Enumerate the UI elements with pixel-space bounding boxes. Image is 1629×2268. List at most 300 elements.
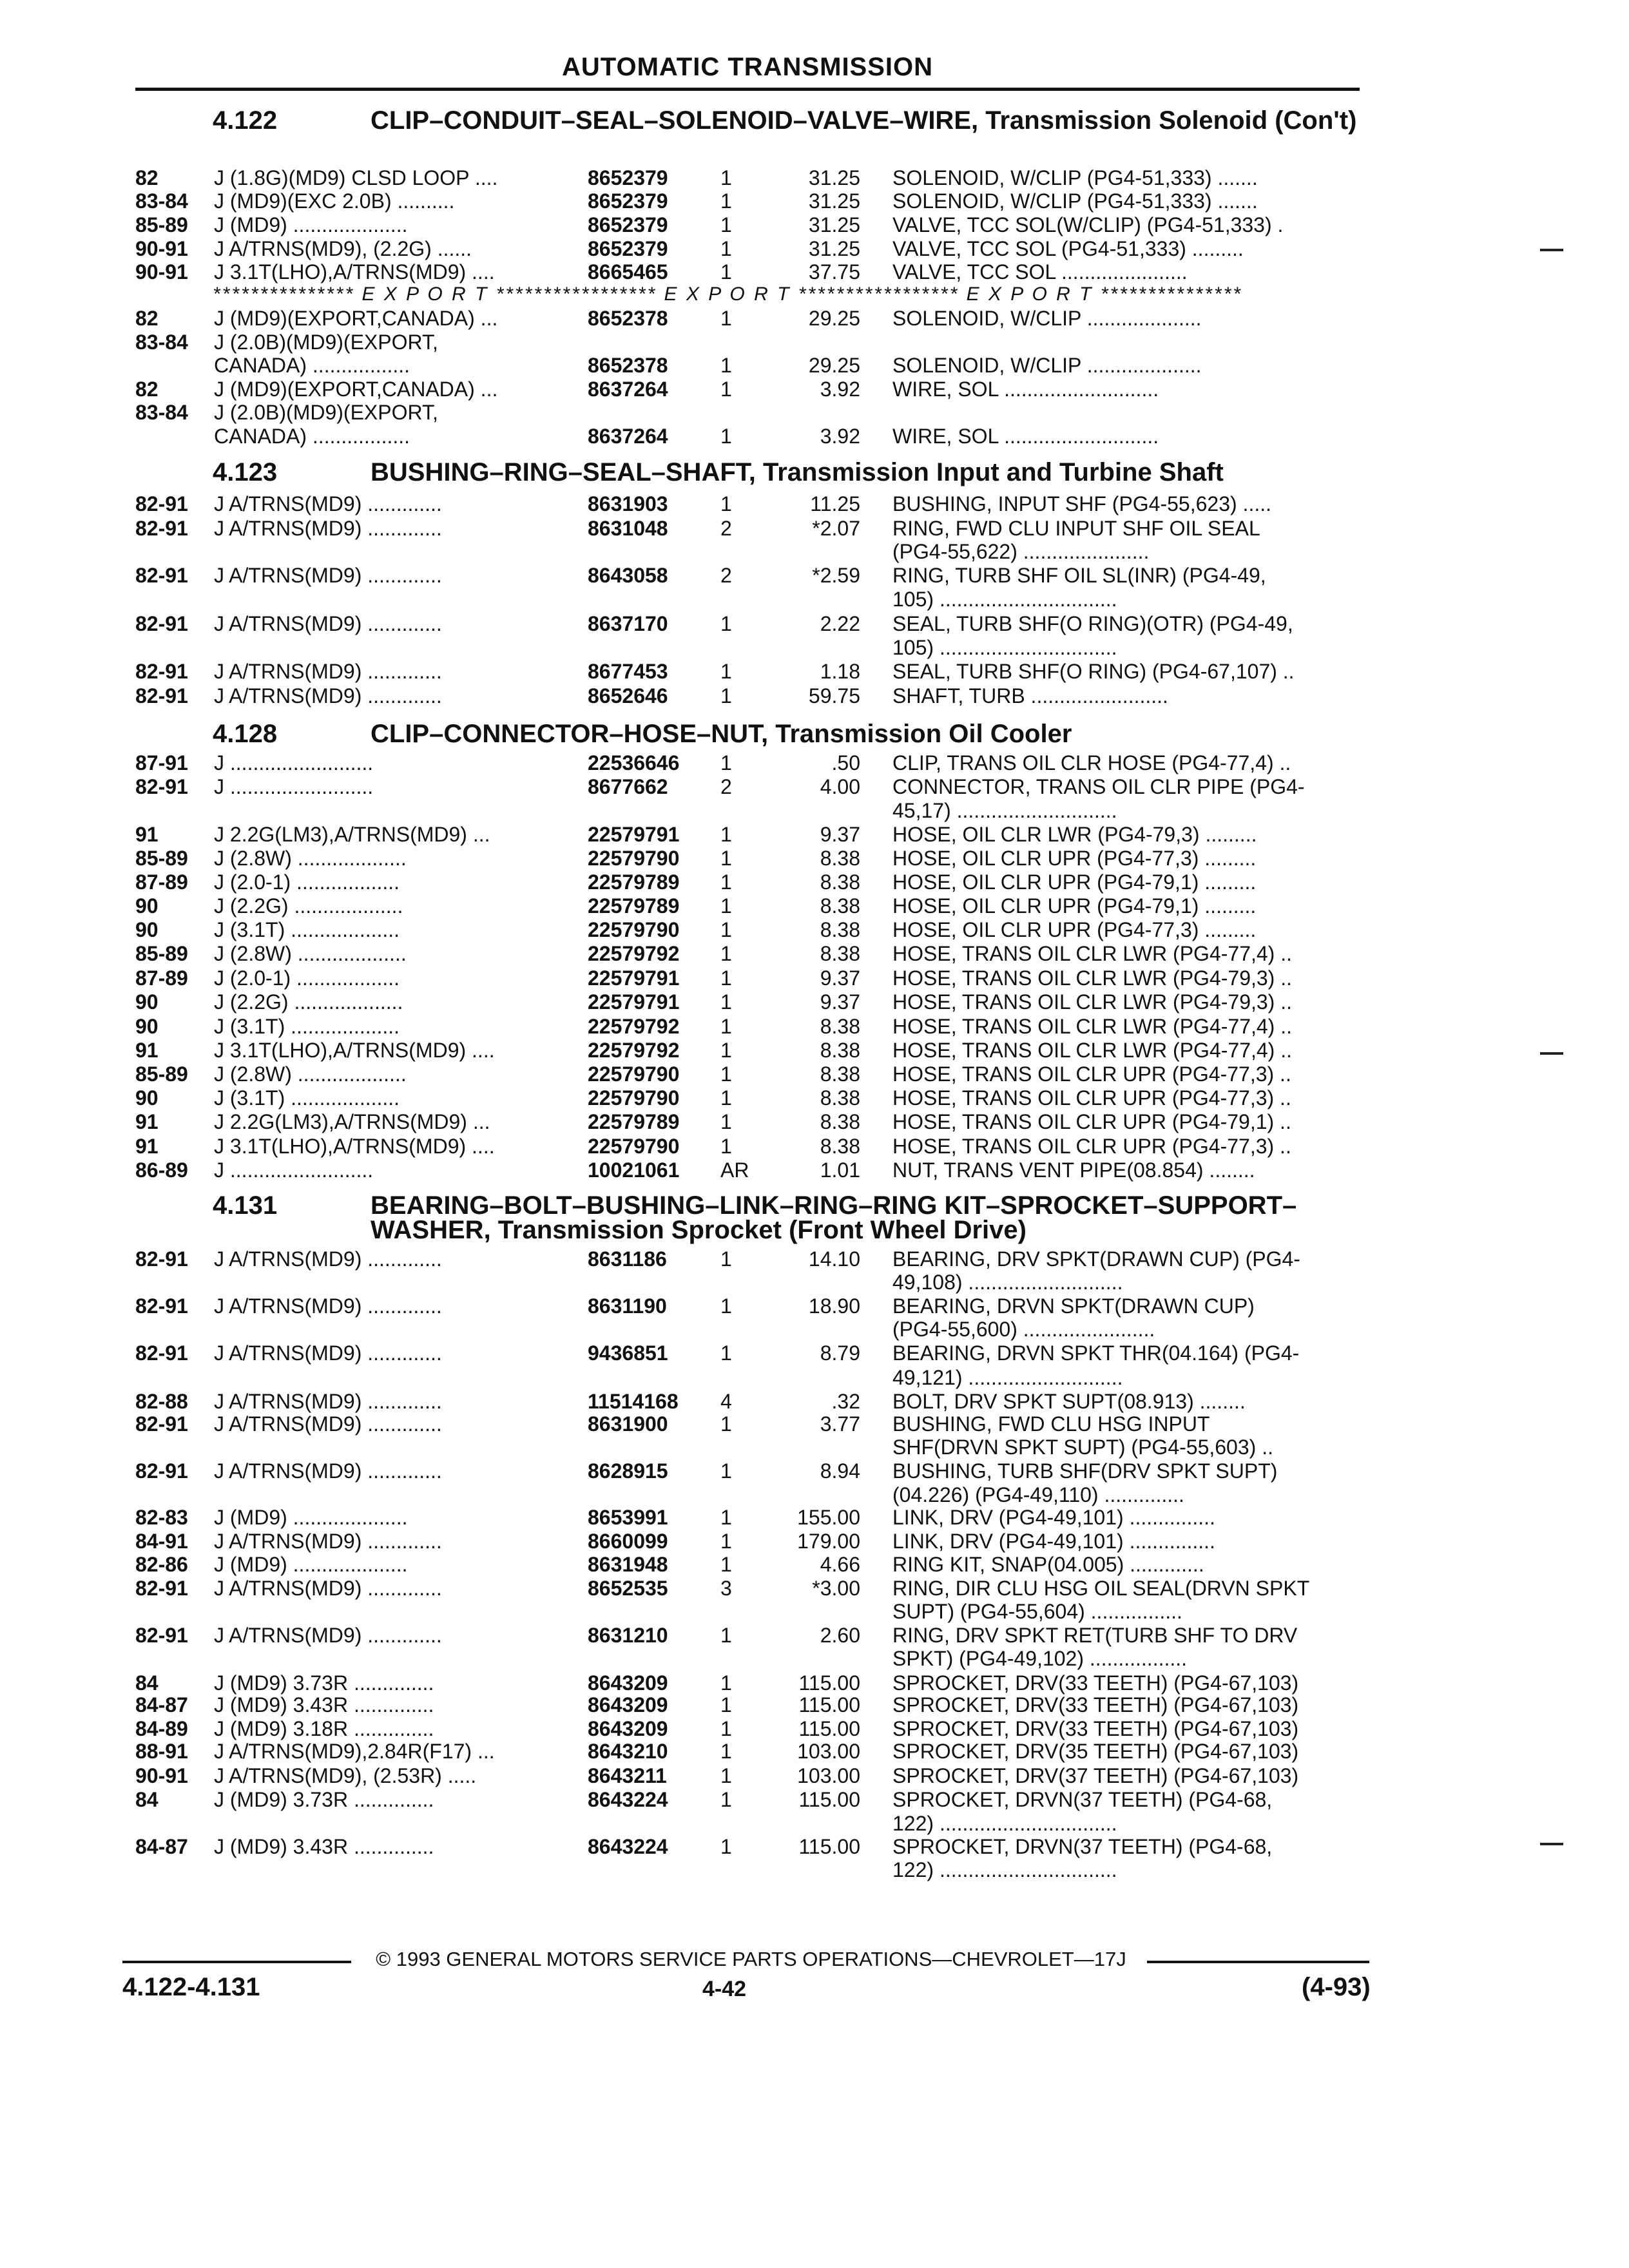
part-number-cell: 8631186 bbox=[588, 1247, 667, 1271]
part-number-cell: 10021061 bbox=[588, 1158, 680, 1182]
part-number-cell: 8660099 bbox=[588, 1530, 668, 1553]
price-cell: 14.10 bbox=[808, 1247, 860, 1271]
application-cell: J (3.1T) ................... bbox=[214, 1086, 400, 1110]
application-cell: J (2.8W) ................... bbox=[214, 847, 407, 870]
description-cell: HOSE, OIL CLR UPR (PG4-77,3) ......... bbox=[892, 918, 1257, 941]
application-cell: J 2.2G(LM3),A/TRNS(MD9) ... bbox=[214, 1110, 490, 1133]
price-cell: 8.38 bbox=[820, 1062, 860, 1086]
quantity-cell: 1 bbox=[720, 660, 732, 683]
description-cell: HOSE, TRANS OIL CLR LWR (PG4-79,3) .. bbox=[892, 990, 1292, 1014]
quantity-cell: 1 bbox=[720, 1110, 732, 1133]
table-row bbox=[0, 1600, 1629, 1624]
application-cell: J A/TRNS(MD9) ............. bbox=[214, 660, 442, 683]
quantity-cell: 1 bbox=[720, 189, 732, 213]
year-cell: 82-91 bbox=[135, 1341, 188, 1365]
application-cell: J A/TRNS(MD9) ............. bbox=[214, 1459, 442, 1483]
table-row bbox=[0, 1341, 1629, 1366]
description-cell: (PG4-55,600) ....................... bbox=[892, 1318, 1155, 1341]
year-cell: 90 bbox=[135, 990, 159, 1014]
part-number-cell: 8652646 bbox=[588, 684, 668, 707]
table-row bbox=[0, 1135, 1629, 1159]
description-cell: 49,108) ........................... bbox=[892, 1271, 1123, 1294]
table-row bbox=[0, 847, 1629, 871]
table-row bbox=[0, 1693, 1629, 1718]
year-cell: 87-89 bbox=[135, 870, 188, 894]
year-cell: 84-89 bbox=[135, 1717, 188, 1740]
application-cell: J 2.2G(LM3),A/TRNS(MD9) ... bbox=[214, 823, 490, 846]
part-number-cell: 8652379 bbox=[588, 213, 668, 236]
price-cell: 8.38 bbox=[820, 1135, 860, 1158]
part-number-cell: 22579789 bbox=[588, 870, 680, 894]
table-row bbox=[0, 1110, 1629, 1135]
part-number-cell: 8643224 bbox=[588, 1788, 668, 1811]
description-cell: HOSE, TRANS OIL CLR LWR (PG4-77,4) .. bbox=[892, 1015, 1292, 1038]
description-cell: CONNECTOR, TRANS OIL CLR PIPE (PG4- bbox=[892, 775, 1305, 798]
margin-mark bbox=[1540, 1843, 1563, 1845]
quantity-cell: 2 bbox=[720, 775, 732, 798]
year-cell: 82-91 bbox=[135, 1459, 188, 1483]
application-cell: J (MD9) .................... bbox=[214, 213, 408, 236]
price-cell: 115.00 bbox=[798, 1835, 860, 1858]
application-cell: J (MD9) .................... bbox=[214, 1506, 408, 1529]
application-cell: J (MD9) 3.18R .............. bbox=[214, 1717, 434, 1740]
table-row bbox=[0, 378, 1629, 402]
application-cell: J (2.8W) ................... bbox=[214, 942, 407, 965]
description-cell: SPROCKET, DRV(33 TEETH) (PG4-67,103) bbox=[892, 1717, 1299, 1740]
price-cell: 8.38 bbox=[820, 942, 860, 965]
table-row bbox=[0, 1764, 1629, 1789]
quantity-cell: 1 bbox=[720, 1717, 732, 1740]
table-row bbox=[0, 1483, 1629, 1508]
year-cell: 91 bbox=[135, 1135, 159, 1158]
year-cell: 82-91 bbox=[135, 1294, 188, 1318]
application-cell: CANADA) ................. bbox=[214, 354, 410, 377]
description-cell: HOSE, OIL CLR LWR (PG4-79,3) ......... bbox=[892, 823, 1257, 846]
description-cell: 105) ............................... bbox=[892, 588, 1117, 611]
description-cell: BEARING, DRVN SPKT THR(04.164) (PG4- bbox=[892, 1341, 1300, 1365]
table-row bbox=[0, 1366, 1629, 1390]
price-cell: 8.38 bbox=[820, 1015, 860, 1038]
application-cell: J (3.1T) ................... bbox=[214, 1015, 400, 1038]
part-number-cell: 22579789 bbox=[588, 894, 680, 918]
year-cell: 82 bbox=[135, 378, 159, 401]
application-cell: J A/TRNS(MD9) ............. bbox=[214, 1577, 442, 1600]
application-cell: J (MD9)(EXC 2.0B) .......... bbox=[214, 189, 455, 213]
year-cell: 82-86 bbox=[135, 1553, 188, 1576]
application-cell: CANADA) ................. bbox=[214, 425, 410, 448]
price-cell: 3.77 bbox=[820, 1412, 860, 1436]
year-cell: 88-91 bbox=[135, 1740, 188, 1763]
description-cell: RING, DRV SPKT RET(TURB SHF TO DRV bbox=[892, 1624, 1298, 1647]
year-cell: 82-91 bbox=[135, 612, 188, 635]
description-cell: SOLENOID, W/CLIP (PG4-51,333) ....... bbox=[892, 189, 1258, 213]
quantity-cell: 1 bbox=[720, 918, 732, 941]
year-cell: 82-91 bbox=[135, 660, 188, 683]
price-cell: 115.00 bbox=[798, 1693, 860, 1716]
price-cell: 4.66 bbox=[820, 1553, 860, 1576]
description-cell: SUPT) (PG4-55,604) ................ bbox=[892, 1600, 1182, 1623]
price-cell: 8.38 bbox=[820, 918, 860, 941]
footer-date: (4-93) bbox=[1302, 1973, 1371, 2001]
application-cell: J A/TRNS(MD9) ............. bbox=[214, 1624, 442, 1647]
part-number-cell: 8652378 bbox=[588, 354, 668, 377]
year-cell: 83-84 bbox=[135, 189, 188, 213]
description-cell: (PG4-55,622) ...................... bbox=[892, 540, 1150, 563]
year-cell: 84-87 bbox=[135, 1693, 188, 1716]
price-cell: 115.00 bbox=[798, 1671, 860, 1695]
price-cell: 31.25 bbox=[808, 189, 860, 213]
year-cell: 90-91 bbox=[135, 1764, 188, 1787]
part-number-cell: 22579792 bbox=[588, 942, 680, 965]
part-number-cell: 8628915 bbox=[588, 1459, 668, 1483]
quantity-cell: 2 bbox=[720, 564, 732, 587]
description-cell: RING KIT, SNAP(04.005) ............. bbox=[892, 1553, 1204, 1576]
header-rule bbox=[135, 88, 1360, 91]
application-cell: J 3.1T(LHO),A/TRNS(MD9) .... bbox=[214, 1039, 495, 1062]
part-number-cell: 22579790 bbox=[588, 1135, 680, 1158]
quantity-cell: 1 bbox=[720, 870, 732, 894]
part-number-cell: 11514168 bbox=[588, 1390, 679, 1413]
price-cell: 18.90 bbox=[808, 1294, 860, 1318]
description-cell: BOLT, DRV SPKT SUPT(08.913) ........ bbox=[892, 1390, 1246, 1413]
quantity-cell: 1 bbox=[720, 260, 732, 284]
part-number-cell: 8677453 bbox=[588, 660, 668, 683]
year-cell: 82-91 bbox=[135, 492, 188, 515]
part-number-cell: 8631048 bbox=[588, 517, 668, 540]
year-cell: 90-91 bbox=[135, 237, 188, 260]
table-row bbox=[0, 1039, 1629, 1063]
table-row bbox=[0, 1835, 1629, 1860]
description-cell: SHF(DRVN SPKT SUPT) (PG4-55,603) .. bbox=[892, 1436, 1273, 1459]
application-cell: J (2.2G) ................... bbox=[214, 990, 403, 1014]
description-cell: BEARING, DRVN SPKT(DRAWN CUP) bbox=[892, 1294, 1255, 1318]
section-number: 4.128 bbox=[213, 720, 278, 748]
part-number-cell: 8631190 bbox=[588, 1294, 667, 1318]
year-cell: 82-83 bbox=[135, 1506, 188, 1529]
price-cell: 9.37 bbox=[820, 990, 860, 1014]
price-cell: 8.94 bbox=[820, 1459, 860, 1483]
table-row bbox=[0, 1647, 1629, 1671]
year-cell: 82-91 bbox=[135, 684, 188, 707]
application-cell: J (2.0B)(MD9)(EXPORT, bbox=[214, 401, 438, 424]
export-divider: *************** E X P O R T ***************** E X P O R T ***************** E X P O R T *************** bbox=[213, 284, 1242, 305]
table-row bbox=[0, 492, 1629, 517]
table-row bbox=[0, 425, 1629, 449]
description-cell: HOSE, TRANS OIL CLR LWR (PG4-77,4) .. bbox=[892, 942, 1292, 965]
description-cell: 49,121) ........................... bbox=[892, 1366, 1123, 1389]
description-cell: HOSE, TRANS OIL CLR UPR (PG4-77,3) .. bbox=[892, 1062, 1291, 1086]
price-cell: 2.22 bbox=[820, 612, 860, 635]
table-row bbox=[0, 540, 1629, 564]
year-cell: 91 bbox=[135, 823, 159, 846]
table-row bbox=[0, 1158, 1629, 1183]
application-cell: J A/TRNS(MD9) ............. bbox=[214, 1390, 442, 1413]
application-cell: J (MD9)(EXPORT,CANADA) ... bbox=[214, 378, 498, 401]
price-cell: 8.38 bbox=[820, 894, 860, 918]
quantity-cell: 1 bbox=[720, 1412, 732, 1436]
margin-mark bbox=[1540, 1052, 1563, 1055]
year-cell: 84-87 bbox=[135, 1835, 188, 1858]
description-cell: HOSE, TRANS OIL CLR UPR (PG4-77,3) .. bbox=[892, 1086, 1291, 1110]
quantity-cell: 1 bbox=[720, 823, 732, 846]
description-cell: SEAL, TURB SHF(O RING) (PG4-67,107) .. bbox=[892, 660, 1295, 683]
year-cell: 84 bbox=[135, 1788, 159, 1811]
table-row bbox=[0, 1624, 1629, 1648]
year-cell: 84 bbox=[135, 1671, 159, 1695]
price-cell: 31.25 bbox=[808, 166, 860, 189]
table-row bbox=[0, 307, 1629, 331]
price-cell: 3.92 bbox=[820, 425, 860, 448]
price-cell: 8.38 bbox=[820, 847, 860, 870]
part-number-cell: 8652378 bbox=[588, 307, 668, 330]
year-cell: 85-89 bbox=[135, 847, 188, 870]
application-cell: J A/TRNS(MD9), (2.53R) ..... bbox=[214, 1764, 477, 1787]
table-row bbox=[0, 799, 1629, 823]
description-cell: SHAFT, TURB ........................ bbox=[892, 684, 1168, 707]
quantity-cell: 1 bbox=[720, 847, 732, 870]
part-number-cell: 8677662 bbox=[588, 775, 668, 798]
year-cell: 90-91 bbox=[135, 260, 188, 284]
application-cell: J (3.1T) ................... bbox=[214, 918, 400, 941]
year-cell: 90 bbox=[135, 894, 159, 918]
section-number: 4.122 bbox=[213, 106, 278, 135]
quantity-cell: AR bbox=[720, 1158, 749, 1182]
quantity-cell: 1 bbox=[720, 1062, 732, 1086]
description-cell: BEARING, DRV SPKT(DRAWN CUP) (PG4- bbox=[892, 1247, 1300, 1271]
description-cell: RING, DIR CLU HSG OIL SEAL(DRVN SPKT bbox=[892, 1577, 1310, 1600]
application-cell: J ......................... bbox=[214, 751, 374, 774]
price-cell: 37.75 bbox=[808, 260, 860, 284]
year-cell: 90 bbox=[135, 1015, 159, 1038]
table-row bbox=[0, 1318, 1629, 1342]
footer-rule bbox=[122, 1961, 351, 1963]
quantity-cell: 1 bbox=[720, 237, 732, 260]
quantity-cell: 1 bbox=[720, 1693, 732, 1716]
description-cell: LINK, DRV (PG4-49,101) ............... bbox=[892, 1530, 1215, 1553]
table-row bbox=[0, 1858, 1629, 1883]
description-cell: 122) ............................... bbox=[892, 1812, 1117, 1835]
quantity-cell: 1 bbox=[720, 1624, 732, 1647]
table-row bbox=[0, 189, 1629, 214]
table-row bbox=[0, 354, 1629, 378]
part-number-cell: 22579791 bbox=[588, 823, 680, 846]
table-row bbox=[0, 990, 1629, 1015]
description-cell: HOSE, TRANS OIL CLR LWR (PG4-77,4) .. bbox=[892, 1039, 1292, 1062]
description-cell: HOSE, OIL CLR UPR (PG4-79,1) ......... bbox=[892, 894, 1257, 918]
part-number-cell: 8637264 bbox=[588, 378, 668, 401]
price-cell: 1.01 bbox=[820, 1158, 860, 1182]
part-number-cell: 9436851 bbox=[588, 1341, 668, 1365]
part-number-cell: 8643209 bbox=[588, 1693, 668, 1716]
table-row bbox=[0, 1436, 1629, 1460]
quantity-cell: 1 bbox=[720, 307, 732, 330]
description-cell: WIRE, SOL ........................... bbox=[892, 378, 1159, 401]
part-number-cell: 8637170 bbox=[588, 612, 668, 635]
part-number-cell: 8643209 bbox=[588, 1717, 668, 1740]
year-cell: 83-84 bbox=[135, 331, 188, 354]
part-number-cell: 8653991 bbox=[588, 1506, 668, 1529]
description-cell: LINK, DRV (PG4-49,101) ............... bbox=[892, 1506, 1215, 1529]
description-cell: RING, FWD CLU INPUT SHF OIL SEAL bbox=[892, 517, 1260, 540]
application-cell: J A/TRNS(MD9) ............. bbox=[214, 1530, 442, 1553]
price-cell: 11.25 bbox=[810, 492, 860, 515]
part-number-cell: 22579791 bbox=[588, 966, 680, 990]
price-cell: 31.25 bbox=[808, 213, 860, 236]
page-header: AUTOMATIC TRANSMISSION bbox=[561, 53, 934, 81]
quantity-cell: 1 bbox=[720, 1835, 732, 1858]
application-cell: J ......................... bbox=[214, 775, 374, 798]
description-cell: CLIP, TRANS OIL CLR HOSE (PG4-77,4) .. bbox=[892, 751, 1291, 774]
table-row bbox=[0, 1271, 1629, 1295]
price-cell: 8.38 bbox=[820, 1039, 860, 1062]
description-cell: VALVE, TCC SOL ...................... bbox=[892, 260, 1188, 284]
price-cell: 8.38 bbox=[820, 870, 860, 894]
description-cell: SPROCKET, DRVN(37 TEETH) (PG4-68, bbox=[892, 1835, 1273, 1858]
description-cell: (04.226) (PG4-49,110) .............. bbox=[892, 1483, 1184, 1506]
part-number-cell: 22579790 bbox=[588, 1086, 680, 1110]
table-row bbox=[0, 870, 1629, 895]
application-cell: J A/TRNS(MD9) ............. bbox=[214, 564, 442, 587]
quantity-cell: 1 bbox=[720, 1530, 732, 1553]
application-cell: J (MD9) 3.73R .............. bbox=[214, 1671, 434, 1695]
table-row bbox=[0, 1247, 1629, 1272]
application-cell: J A/TRNS(MD9) ............. bbox=[214, 517, 442, 540]
table-row bbox=[0, 775, 1629, 800]
year-cell: 83-84 bbox=[135, 401, 188, 424]
application-cell: J (2.0-1) .................. bbox=[214, 966, 400, 990]
year-cell: 82-91 bbox=[135, 517, 188, 540]
part-number-cell: 8637264 bbox=[588, 425, 668, 448]
description-cell: 122) ............................... bbox=[892, 1858, 1117, 1881]
quantity-cell: 1 bbox=[720, 1459, 732, 1483]
price-cell: 103.00 bbox=[797, 1764, 860, 1787]
description-cell: BUSHING, INPUT SHF (PG4-55,623) ..... bbox=[892, 492, 1271, 515]
year-cell: 82 bbox=[135, 307, 159, 330]
quantity-cell: 1 bbox=[720, 1671, 732, 1695]
application-cell: J (MD9) 3.43R .............. bbox=[214, 1693, 434, 1716]
table-row bbox=[0, 636, 1629, 660]
price-cell: *3.00 bbox=[812, 1577, 860, 1600]
year-cell: 90 bbox=[135, 1086, 159, 1110]
quantity-cell: 2 bbox=[720, 517, 732, 540]
price-cell: *2.59 bbox=[812, 564, 860, 587]
table-row bbox=[0, 517, 1629, 541]
table-row bbox=[0, 1506, 1629, 1530]
quantity-cell: 1 bbox=[720, 492, 732, 515]
table-row bbox=[0, 1671, 1629, 1696]
quantity-cell: 1 bbox=[720, 1015, 732, 1038]
application-cell: J (MD9)(EXPORT,CANADA) ... bbox=[214, 307, 498, 330]
price-cell: 179.00 bbox=[797, 1530, 860, 1553]
quantity-cell: 1 bbox=[720, 942, 732, 965]
description-cell: HOSE, OIL CLR UPR (PG4-79,1) ......... bbox=[892, 870, 1257, 894]
price-cell: 115.00 bbox=[798, 1717, 860, 1740]
quantity-cell: 1 bbox=[720, 751, 732, 774]
part-number-cell: 22579792 bbox=[588, 1039, 680, 1062]
table-row bbox=[0, 564, 1629, 588]
application-cell: J A/TRNS(MD9) ............. bbox=[214, 1247, 442, 1271]
quantity-cell: 1 bbox=[720, 1294, 732, 1318]
quantity-cell: 1 bbox=[720, 1553, 732, 1576]
price-cell: 59.75 bbox=[808, 684, 860, 707]
description-cell: SOLENOID, W/CLIP .................... bbox=[892, 307, 1202, 330]
price-cell: 103.00 bbox=[797, 1740, 860, 1763]
description-cell: SOLENOID, W/CLIP (PG4-51,333) ....... bbox=[892, 166, 1258, 189]
section-number: 4.123 bbox=[213, 458, 278, 486]
quantity-cell: 1 bbox=[720, 966, 732, 990]
year-cell: 84-91 bbox=[135, 1530, 188, 1553]
part-number-cell: 8665465 bbox=[588, 260, 668, 284]
part-number-cell: 8643209 bbox=[588, 1671, 668, 1695]
price-cell: .32 bbox=[831, 1390, 860, 1413]
footer-copyright: © 1993 GENERAL MOTORS SERVICE PARTS OPERATIONS—CHEVROLET—17J bbox=[376, 1948, 1126, 1970]
year-cell: 82-91 bbox=[135, 1412, 188, 1436]
table-row bbox=[0, 1812, 1629, 1836]
table-row bbox=[0, 1717, 1629, 1742]
table-row bbox=[0, 237, 1629, 262]
price-cell: 29.25 bbox=[808, 307, 860, 330]
application-cell: J A/TRNS(MD9) ............. bbox=[214, 1412, 442, 1436]
description-cell: WIRE, SOL ........................... bbox=[892, 425, 1159, 448]
quantity-cell: 1 bbox=[720, 425, 732, 448]
margin-mark bbox=[1540, 249, 1563, 251]
application-cell: J (MD9) 3.73R .............. bbox=[214, 1788, 434, 1811]
year-cell: 86-89 bbox=[135, 1158, 188, 1182]
year-cell: 85-89 bbox=[135, 1062, 188, 1086]
section-title: BEARING–BOLT–BUSHING–LINK–RING–RING KIT–SPROCKET–SUPPORT–WASHER, Transmission Sprocket (Front Wheel Drive) bbox=[371, 1191, 1297, 1244]
application-cell: J (2.0-1) .................. bbox=[214, 870, 400, 894]
part-number-cell: 8643224 bbox=[588, 1835, 668, 1858]
part-number-cell: 22579790 bbox=[588, 1062, 680, 1086]
application-cell: J A/TRNS(MD9) ............. bbox=[214, 492, 442, 515]
part-number-cell: 8631210 bbox=[588, 1624, 668, 1647]
application-cell: J A/TRNS(MD9) ............. bbox=[214, 612, 442, 635]
quantity-cell: 1 bbox=[720, 1086, 732, 1110]
table-row bbox=[0, 1577, 1629, 1601]
year-cell: 85-89 bbox=[135, 213, 188, 236]
part-number-cell: 8643210 bbox=[588, 1740, 668, 1763]
description-cell: SOLENOID, W/CLIP .................... bbox=[892, 354, 1202, 377]
table-row bbox=[0, 213, 1629, 238]
footer-section-range: 4.122-4.131 bbox=[122, 1973, 260, 2001]
quantity-cell: 1 bbox=[720, 1247, 732, 1271]
quantity-cell: 1 bbox=[720, 894, 732, 918]
quantity-cell: 1 bbox=[720, 354, 732, 377]
footer-rule bbox=[1147, 1961, 1369, 1963]
quantity-cell: 3 bbox=[720, 1577, 732, 1600]
section-title: CLIP–CONDUIT–SEAL–SOLENOID–VALVE–WIRE, Transmission Solenoid (Con't) bbox=[371, 106, 1357, 135]
part-number-cell: 22579789 bbox=[588, 1110, 680, 1133]
description-cell: HOSE, TRANS OIL CLR LWR (PG4-79,3) .. bbox=[892, 966, 1292, 990]
part-number-cell: 8643211 bbox=[588, 1764, 667, 1787]
price-cell: 31.25 bbox=[808, 237, 860, 260]
table-row bbox=[0, 1015, 1629, 1039]
quantity-cell: 1 bbox=[720, 1341, 732, 1365]
price-cell: 9.37 bbox=[820, 823, 860, 846]
price-cell: 8.79 bbox=[820, 1341, 860, 1365]
table-row bbox=[0, 166, 1629, 191]
description-cell: HOSE, TRANS OIL CLR UPR (PG4-79,1) .. bbox=[892, 1110, 1291, 1133]
year-cell: 82 bbox=[135, 166, 159, 189]
description-cell: VALVE, TCC SOL (PG4-51,333) ......... bbox=[892, 237, 1244, 260]
part-number-cell: 8652535 bbox=[588, 1577, 668, 1600]
quantity-cell: 1 bbox=[720, 612, 732, 635]
table-row bbox=[0, 660, 1629, 684]
year-cell: 82-91 bbox=[135, 1624, 188, 1647]
part-number-cell: 8631948 bbox=[588, 1553, 668, 1576]
year-cell: 91 bbox=[135, 1110, 159, 1133]
quantity-cell: 1 bbox=[720, 378, 732, 401]
